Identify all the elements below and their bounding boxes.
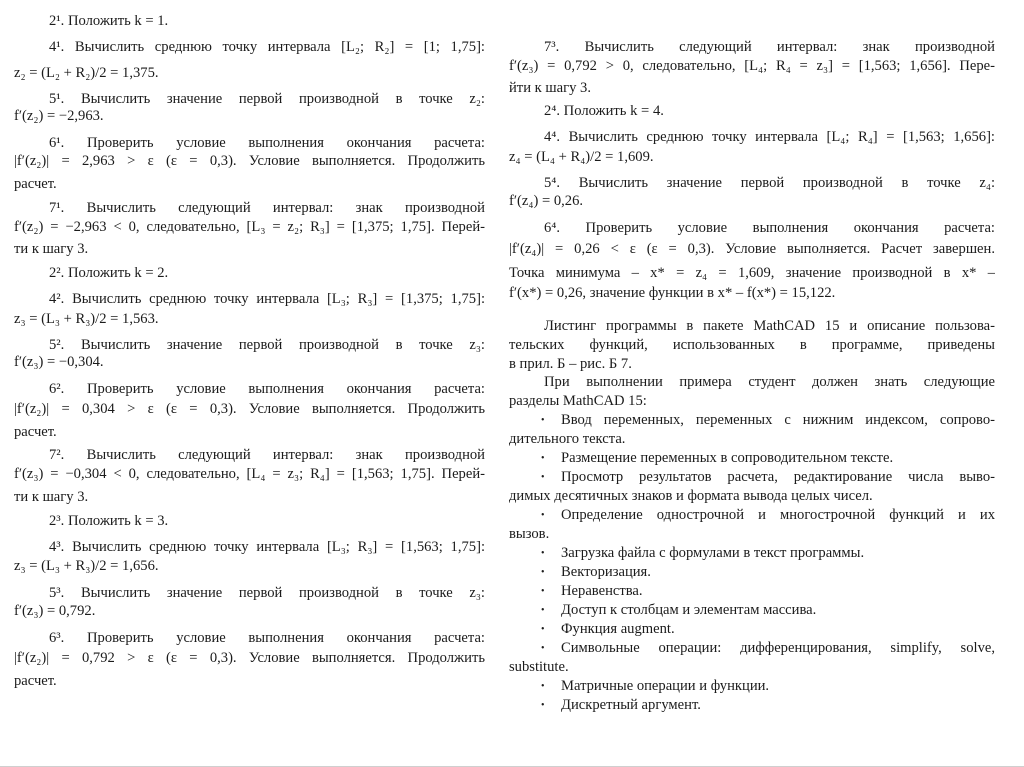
left-text-line	[14, 672, 485, 692]
right-text-line	[509, 373, 995, 393]
text-line-content: f′(z₄) = 0,26.	[509, 193, 584, 209]
text-line-content: разделы MathCAD 15:	[509, 393, 647, 409]
text-line-content: Функция augment.	[561, 621, 675, 637]
text-line-content: f′(z₂) = −2,963.	[14, 108, 104, 124]
text-line-content: 2³. Положить k = 3.	[49, 513, 169, 529]
bullet-icon: •	[541, 567, 545, 578]
right-text-line	[509, 284, 995, 304]
right-text-line	[509, 57, 995, 77]
text-line-content: 5². Вычислить значение первой производной в точке z₃:	[49, 337, 485, 353]
text-line-content: Дискретный аргумент.	[561, 697, 701, 713]
text-line-content: 4². Вычислить среднюю точку интервала [L₃; R₃] = [1,375; 1,75]:	[49, 291, 485, 307]
right-text-line	[509, 355, 995, 375]
left-text-line	[14, 488, 485, 508]
left-text-line	[14, 423, 485, 443]
text-line-content: z₃ = (L₃ + R₃)/2 = 1,656.	[14, 558, 159, 574]
text-line-content: substitute.	[509, 659, 569, 675]
right-text-line	[509, 563, 995, 583]
right-text-line	[509, 639, 995, 659]
text-line-content: z₂ = (L₂ + R₂)/2 = 1,375.	[14, 65, 159, 81]
left-text-line	[14, 12, 485, 32]
text-line-content: вызов.	[509, 526, 550, 542]
text-line-content: 6⁴. Проверить условие выполнения окончания расчета:	[544, 220, 995, 236]
text-line-content: 7³. Вычислить следующий интервал: знак производной	[544, 39, 995, 55]
text-line-content: Матричные операции и функции.	[561, 678, 770, 694]
right-text-line	[509, 696, 995, 716]
right-text-line	[509, 102, 995, 122]
text-line-content: димых десятичных знаков и формата вывода целых чисел.	[509, 488, 873, 504]
left-text-line	[14, 264, 485, 284]
right-text-line	[509, 148, 995, 168]
left-text-line	[14, 446, 485, 466]
left-text-line	[14, 199, 485, 219]
bullet-icon: •	[541, 510, 545, 521]
text-line-content: Точка минимума – x* = z₄ = 1,609, значение производной в x* –	[509, 265, 995, 281]
text-line-content: 2¹. Положить k = 1.	[49, 13, 169, 29]
text-line-content: расчет.	[14, 673, 57, 689]
left-text-line	[14, 353, 485, 373]
right-text-line	[509, 219, 995, 239]
bullet-icon: •	[541, 643, 545, 654]
text-line-content: 4⁴. Вычислить среднюю точку интервала [L₄; R₄] = [1,563; 1,656]:	[544, 129, 995, 145]
right-text-line	[509, 128, 995, 148]
text-line-content: дительного текста.	[509, 431, 626, 447]
text-line-content: Загрузка файла с формулами в текст программы.	[561, 545, 865, 561]
text-line-content: Символьные операции: дифференцирования, simplify, solve,	[561, 640, 995, 656]
text-line-content: |f′(z₂)| = 0,792 > ε (ε = 0,3). Условие выполняется. Продолжить	[14, 650, 485, 666]
right-text-line	[509, 601, 995, 621]
text-line-content: z₃ = (L₃ + R₃)/2 = 1,563.	[14, 311, 159, 327]
right-text-line	[509, 677, 995, 697]
left-text-line	[14, 538, 485, 558]
left-text-line	[14, 240, 485, 260]
left-text-line	[14, 107, 485, 127]
text-line-content: Ввод переменных, переменных с нижним индексом, сопрово-	[561, 412, 995, 428]
text-line-content: 4¹. Вычислить среднюю точку интервала [L₂; R₂] = [1; 1,75]:	[49, 39, 485, 55]
right-text-line	[509, 317, 995, 337]
text-line-content: |f′(z₂)| = 2,963 > ε (ε = 0,3). Условие выполняется. Продолжить	[14, 153, 485, 169]
bullet-icon: •	[541, 700, 545, 711]
text-line-content: |f′(z₂)| = 0,304 > ε (ε = 0,3). Условие выполняется. Продолжить	[14, 401, 485, 417]
right-text-line	[509, 430, 995, 450]
left-text-line	[14, 629, 485, 649]
text-line-content: Неравенства.	[561, 583, 643, 599]
bullet-icon: •	[541, 472, 545, 483]
left-text-line	[14, 465, 485, 485]
left-text-line	[14, 290, 485, 310]
bullet-icon: •	[541, 548, 545, 559]
bullet-icon: •	[541, 453, 545, 464]
left-text-line	[14, 512, 485, 532]
text-line-content: Определение однострочной и многострочной функций и их	[561, 507, 995, 523]
right-text-line	[509, 487, 995, 507]
text-line-content: 5⁴. Вычислить значение первой производной в точке z₄:	[544, 175, 995, 191]
right-text-line	[509, 411, 995, 431]
text-line-content: f′(z₃) = −0,304.	[14, 354, 104, 370]
bullet-icon: •	[541, 605, 545, 616]
left-text-line	[14, 134, 485, 154]
right-text-line	[509, 174, 995, 194]
right-text-line	[509, 192, 995, 212]
text-line-content: 5³. Вычислить значение первой производной в точке z₃:	[49, 585, 485, 601]
left-text-line	[14, 584, 485, 604]
right-text-line	[509, 620, 995, 640]
text-line-content: f′(z₂) = −2,963 < 0, следовательно, [L₃ = z₂; R₃] = [1,375; 1,75]. Перей-	[14, 219, 485, 235]
left-text-line	[14, 64, 485, 84]
text-line-content: тельских функций, использованных в программе, приведены	[509, 337, 995, 353]
right-text-line	[509, 38, 995, 58]
right-text-line	[509, 336, 995, 356]
left-text-line	[14, 602, 485, 622]
bullet-icon: •	[541, 586, 545, 597]
text-line-content: f′(z₃) = −0,304 < 0, следовательно, [L₄ = z₃; R₄] = [1,563; 1,75]. Перей-	[14, 466, 485, 482]
right-text-line	[509, 240, 995, 260]
text-line-content: f′(z₃) = 0,792 > 0, следовательно, [L₄; R₄ = z₃] = [1,563; 1,656]. Пере-	[509, 58, 995, 74]
text-line-content: Размещение переменных в сопроводительном тексте.	[561, 450, 894, 466]
text-line-content: 4³. Вычислить среднюю точку интервала [L₃; R₃] = [1,563; 1,75]:	[49, 539, 485, 555]
text-line-content: Доступ к столбцам и элементам массива.	[561, 602, 817, 618]
left-text-line	[14, 310, 485, 330]
text-line-content: Листинг программы в пакете MathCAD 15 и описание пользова-	[544, 318, 995, 334]
text-line-content: 2⁴. Положить k = 4.	[544, 103, 664, 119]
right-text-line	[509, 506, 995, 526]
left-text-line	[14, 152, 485, 172]
left-text-line	[14, 218, 485, 238]
text-line-content: 6³. Проверить условие выполнения окончания расчета:	[49, 630, 485, 646]
right-text-line	[509, 544, 995, 564]
text-line-content: йти к шагу 3.	[509, 80, 591, 96]
text-line-content: расчет.	[14, 176, 57, 192]
left-text-line	[14, 557, 485, 577]
text-line-content: 6². Проверить условие выполнения окончания расчета:	[49, 381, 485, 397]
text-line-content: 2². Положить k = 2.	[49, 265, 169, 281]
bullet-icon: •	[541, 415, 545, 426]
text-line-content: Векторизация.	[561, 564, 651, 580]
right-text-line	[509, 264, 995, 284]
bullet-icon: •	[541, 681, 545, 692]
right-text-line	[509, 449, 995, 469]
text-line-content: Просмотр результатов расчета, редактирование числа выво-	[561, 469, 995, 485]
right-text-line	[509, 525, 995, 545]
text-line-content: 6¹. Проверить условие выполнения окончания расчета:	[49, 135, 485, 151]
right-text-line	[509, 392, 995, 412]
text-line-content: ти к шагу 3.	[14, 241, 89, 257]
right-text-line	[509, 468, 995, 488]
left-text-line	[14, 649, 485, 669]
text-line-content: |f′(z₄)| = 0,26 < ε (ε = 0,3). Условие выполняется. Расчет завершен.	[509, 241, 995, 257]
text-line-content: ти к шагу 3.	[14, 489, 89, 505]
text-line-content: расчет.	[14, 424, 57, 440]
right-text-line	[509, 658, 995, 678]
left-text-line	[14, 380, 485, 400]
left-text-line	[14, 400, 485, 420]
text-line-content: 7². Вычислить следующий интервал: знак производной	[49, 447, 485, 463]
text-line-content: z₄ = (L₄ + R₄)/2 = 1,609.	[509, 149, 654, 165]
text-line-content: 7¹. Вычислить следующий интервал: знак производной	[49, 200, 485, 216]
text-line-content: 5¹. Вычислить значение первой производной в точке z₂:	[49, 91, 485, 107]
text-line-content: f′(x*) = 0,26, значение функции в x* – f(x*) = 15,122.	[509, 285, 836, 301]
text-line-content: в прил. Б – рис. Б 7.	[509, 356, 632, 372]
left-text-line	[14, 175, 485, 195]
text-line-content: При выполнении примера студент должен знать следующие	[544, 374, 995, 390]
text-line-content: f′(z₃) = 0,792.	[14, 603, 96, 619]
right-text-line	[509, 582, 995, 602]
bullet-icon: •	[541, 624, 545, 635]
right-text-line	[509, 79, 995, 99]
left-text-line	[14, 38, 485, 58]
